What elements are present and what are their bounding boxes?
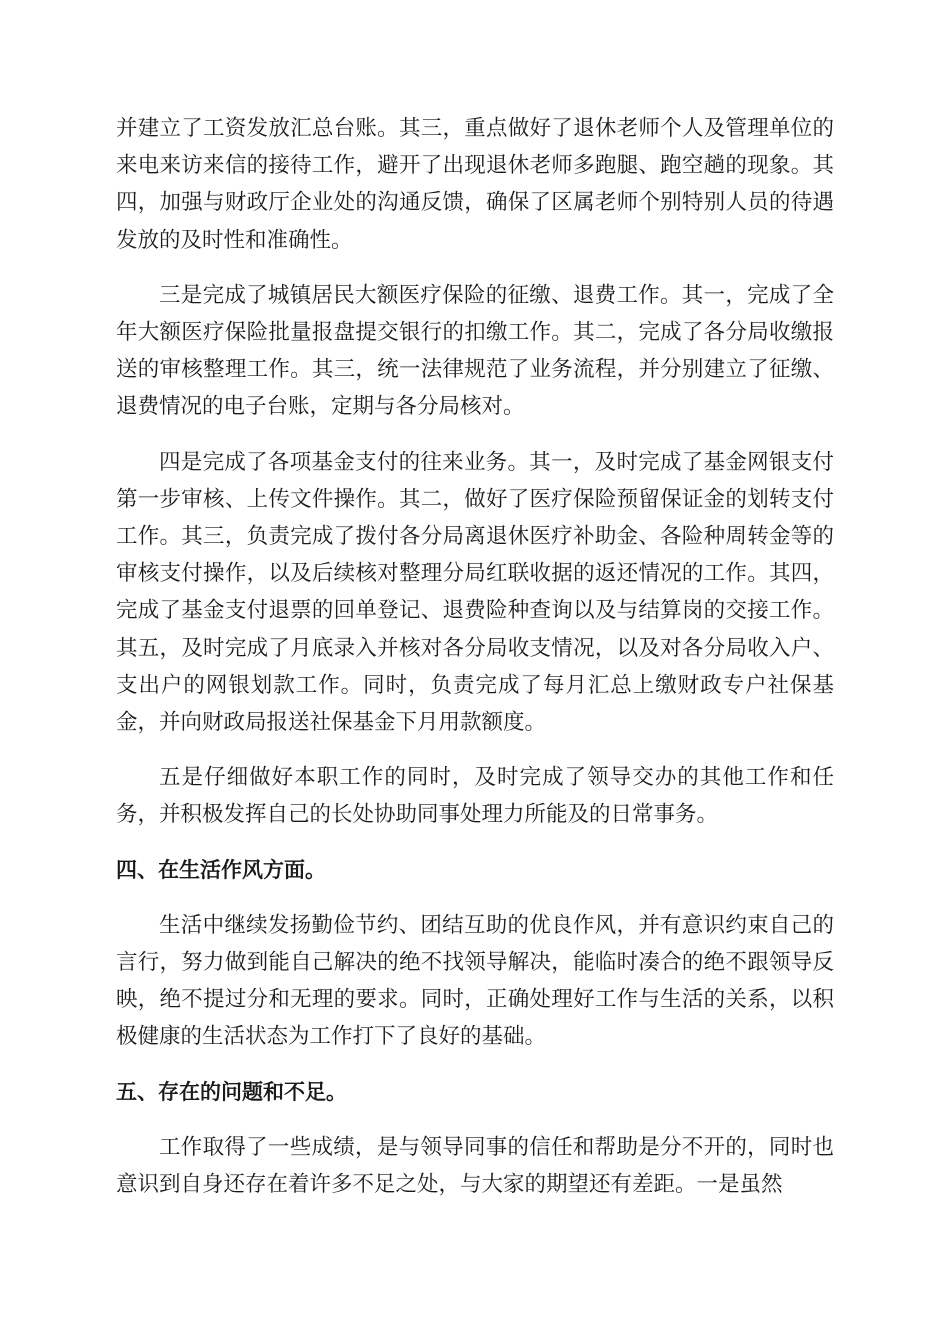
section-heading-lifestyle: 四、在生活作风方面。: [116, 857, 326, 882]
paragraph-medical-insurance: 三是完成了城镇居民大额医疗保险的征缴、退费工作。其一，完成了全年大额医疗保险批量报盘提交银行的扣缴工作。其二，完成了各分局收缴报送的审核整理工作。其三，统一法律规范了业务流程，并分别建立了征缴、退费情况的电子台账，定期与各分局核对。: [116, 282, 834, 420]
paragraph-problems: 工作取得了一些成绩，是与领导同事的信任和帮助是分不开的，同时也意识到自身还存在着许多不足之处，与大家的期望还有差距。一是虽然: [116, 1134, 834, 1198]
paragraph-other-tasks: 五是仔细做好本职工作的同时，及时完成了领导交办的其他工作和任务，并积极发挥自己的长处协助同事处理力所能及的日常事务。: [116, 765, 834, 828]
section-heading-problems: 五、存在的问题和不足。: [116, 1079, 347, 1104]
paragraph-lifestyle: 生活中继续发扬勤俭节约、团结互助的优良作风，并有意识约束自己的言行，努力做到能自己解决的绝不找领导解决，能临时凑合的绝不跟领导反映，绝不提过分和无理的要求。同时，正确处理好工作与生活的关系，以积极健康的生活状态为工作打下了良好的基础。: [116, 912, 834, 1050]
document-body: [116, 110, 834, 1221]
paragraph-salary-ledger: 并建立了工资发放汇总台账。其三，重点做好了退休老师个人及管理单位的来电来访来信的接待工作，避开了出现退休老师多跑腿、跑空趟的现象。其四，加强与财政厅企业处的沟通反馈，确保了区属老师个别特别人员的待遇发放的及时性和准确性。: [116, 116, 834, 253]
paragraph-fund-payment: 四是完成了各项基金支付的往来业务。其一，及时完成了基金网银支付第一步审核、上传文件操作。其二，做好了医疗保险预留保证金的划转支付工作。其三，负责完成了拨付各分局离退休医疗补助金、各险种周转金等的审核支付操作，以及后续核对整理分局红联收据的返还情况的工作。其四，完成了基金支付退票的回单登记、退费险种查询以及与结算岗的交接工作。其五，及时完成了月底录入并核对各分局收支情况，以及对各分局收入户、支出户的网银划款工作。同时，负责完成了每月汇总上缴财政专户社保基金，并向财政局报送社保基金下月用款额度。: [116, 449, 834, 736]
